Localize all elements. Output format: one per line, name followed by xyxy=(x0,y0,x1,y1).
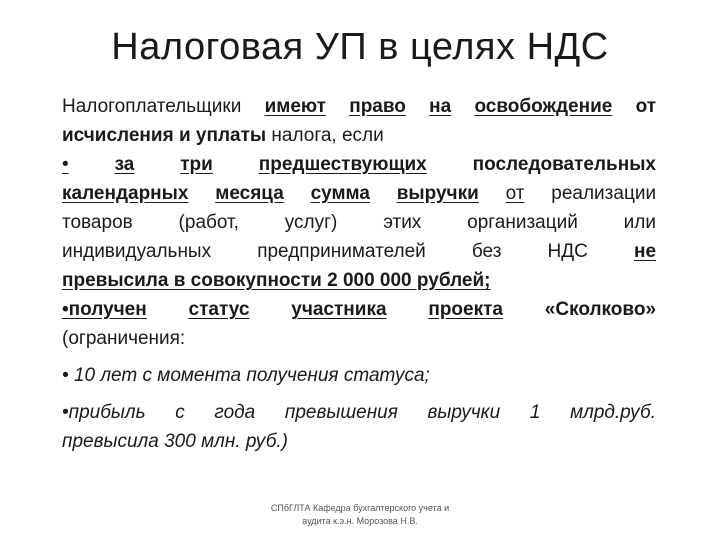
text-segment: месяца xyxy=(215,183,284,204)
text-segment: имеют xyxy=(264,96,326,117)
text-segment: «Сколково» xyxy=(544,299,657,320)
paragraph-5-line-2: превысила 300 млн. руб.) xyxy=(62,431,288,452)
text-segment: от xyxy=(505,183,525,204)
paragraph-1-line-1 xyxy=(62,92,656,121)
slide-body xyxy=(62,92,656,456)
text-segment: выручки xyxy=(396,183,479,204)
text-segment: от xyxy=(635,96,657,117)
slide-title: Налоговая УП в целях НДС xyxy=(111,26,609,68)
paragraph-5-line-1: •прибыль с года превышения выручки 1 млрд.руб. xyxy=(62,402,656,423)
paragraph-2-line-2 xyxy=(62,179,656,208)
text-segment: статус xyxy=(188,299,250,320)
footer-line: СПбГЛТА Кафедра бухгалтерского учета и xyxy=(270,503,450,513)
paragraph-3-line-2: (ограничения: xyxy=(62,328,186,349)
text-segment: реализации xyxy=(551,183,657,204)
text-segment: Налогоплательщики xyxy=(62,96,242,117)
text-segment: на xyxy=(429,96,452,117)
slide-footer xyxy=(240,502,480,528)
footer-line: аудита к.э.н. Морозова Н.В. xyxy=(302,516,418,526)
text-segment: превысила в совокупности 2 000 000 рублей; xyxy=(62,270,491,291)
text-segment: три xyxy=(180,154,213,175)
text-segment: •получен xyxy=(62,299,147,320)
text-segment: за xyxy=(114,154,135,175)
text-segment: индивидуальных предпринимателей без НДС xyxy=(62,241,588,262)
paragraph-2-line-4 xyxy=(62,237,656,266)
paragraph-1-line-2 xyxy=(62,121,656,150)
paragraph-2-line-3: товаров (работ, услуг) этих организаций или xyxy=(62,212,656,233)
paragraph-2-line-5 xyxy=(62,266,656,295)
text-segment: право xyxy=(349,96,406,117)
paragraph-3-line-1 xyxy=(62,295,656,324)
text-segment: не xyxy=(633,241,657,262)
text-segment: календарных xyxy=(62,183,189,204)
text-segment: проекта xyxy=(428,299,503,320)
text-segment: предшествующих xyxy=(258,154,427,175)
text-segment: освобождение xyxy=(474,96,613,117)
text-segment: участника xyxy=(291,299,387,320)
bullet: • xyxy=(62,154,69,175)
text-segment: сумма xyxy=(310,183,370,204)
text-segment: исчисления и уплаты xyxy=(62,125,267,146)
text-segment: последовательных xyxy=(472,154,656,175)
text-segment: налога, если xyxy=(266,125,384,146)
paragraph-4: • 10 лет с момента получения статуса; xyxy=(62,365,430,386)
paragraph-2-line-1 xyxy=(62,150,656,179)
